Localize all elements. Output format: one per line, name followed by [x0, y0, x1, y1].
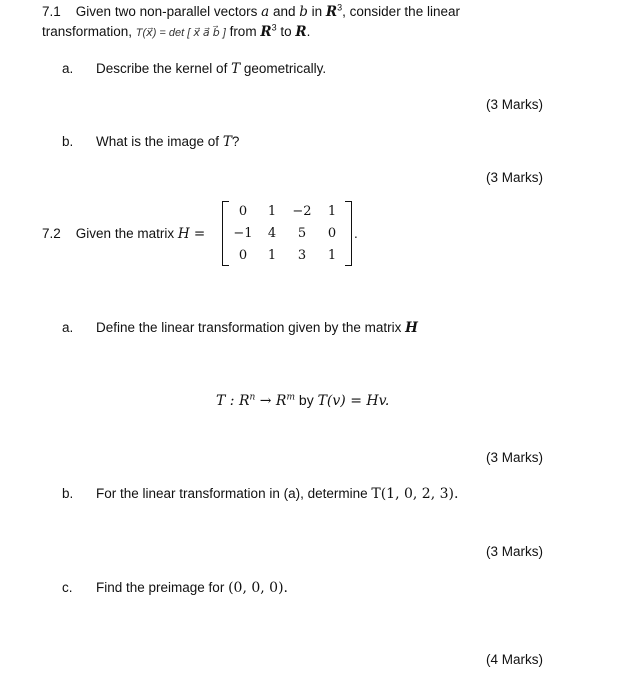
- matrix-cell: 0: [238, 204, 248, 219]
- matrix-cell: 1: [327, 248, 337, 263]
- matrix-h: [222, 201, 352, 266]
- transform-definition: T(x⃗) = det [ x⃗ a⃗ b⃗ ]: [135, 27, 226, 39]
- question-7-1-b: What is the image of T?: [96, 134, 240, 150]
- question-7-2-b: For the linear transformation in (a), determine T(1, 0, 2, 3).: [96, 486, 459, 502]
- question-7-2-a: Define the linear transformation given by the matrix H: [96, 320, 418, 336]
- matrix-cell: 1: [327, 204, 337, 219]
- matrix-cell: 3: [297, 248, 307, 263]
- part-label: c.: [62, 580, 73, 595]
- matrix-cell: 0: [327, 226, 337, 241]
- transformation-formula: T : $R^n \to R^m$ by T(v) = Hv.: [216, 392, 390, 409]
- part-label: a.: [62, 61, 74, 76]
- matrix-cell: 5: [297, 226, 307, 241]
- matrix-cell: 1: [267, 248, 277, 263]
- matrix-cell: 4: [267, 226, 277, 241]
- question-number: 7.1: [42, 4, 61, 19]
- matrix-cell: −1: [233, 226, 253, 241]
- question-7-1-a: Describe the kernel of T geometrically.: [96, 61, 327, 77]
- marks-label: (3 Marks): [486, 544, 543, 559]
- part-label: a.: [62, 320, 74, 335]
- marks-label: (3 Marks): [486, 97, 543, 112]
- part-label: b.: [62, 134, 74, 149]
- marks-label: (4 Marks): [486, 652, 543, 667]
- part-label: b.: [62, 486, 74, 501]
- question-7-2-intro: 7.2 Given the matrix H =: [42, 226, 206, 242]
- question-7-1-line-2: transformation, T(x⃗) = det [ x⃗ a⃗ b⃗ ] from $R^3$ to R.: [42, 22, 311, 40]
- question-7-2-c: Find the preimage for (0, 0, 0).: [96, 580, 288, 596]
- question-number: 7.2: [42, 226, 61, 241]
- matrix-cell: 1: [267, 204, 277, 219]
- marks-label: (3 Marks): [486, 450, 543, 465]
- matrix-cell: −2: [292, 204, 312, 219]
- question-7-1-line-1: 7.1 Given two non-parallel vectors a and b in $R^3$, consider the linear: [42, 2, 460, 20]
- marks-label: (3 Marks): [486, 170, 543, 185]
- matrix-period: .: [354, 226, 358, 241]
- matrix-cell: 0: [238, 248, 248, 263]
